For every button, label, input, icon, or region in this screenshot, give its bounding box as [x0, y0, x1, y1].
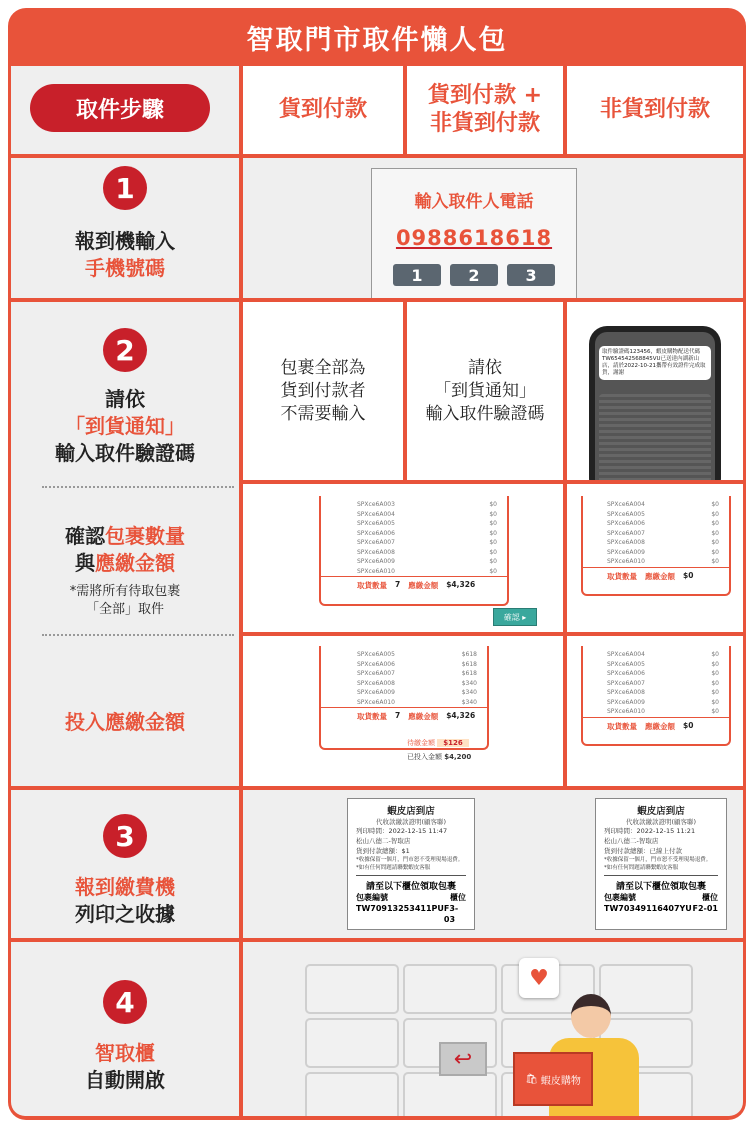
header-col-mixed-line1: 貨到付款 + [427, 83, 543, 108]
package-rows [321, 650, 487, 707]
package-id: SPXce6A010 [357, 698, 395, 706]
confirm-button[interactable]: 確認 ▸ [493, 608, 537, 626]
person-head [571, 994, 611, 1038]
package-id: SPXce6A004 [607, 651, 645, 658]
step1-label-line2: 手機號碼 [85, 256, 165, 280]
summary-row [321, 576, 507, 593]
due-label: 應繳金額 [408, 581, 439, 590]
package-id: SPXce6A006 [607, 520, 645, 527]
step4-label-line1: 智取櫃 [95, 1041, 155, 1065]
receipt-pickup: 請至以下櫃位領取包裹 [356, 875, 466, 892]
package-id: SPXce6A009 [607, 548, 645, 556]
step2-mixed-line2: 「到貨通知」 [434, 380, 536, 401]
confirm-label-word4: 應繳金額 [95, 551, 175, 575]
receipt-paid: 貨到付款總額：已線上付款 [604, 847, 682, 855]
package-id: SPXce6A009 [357, 689, 395, 696]
receipt-time: 列印時間：2022-12-15 11:21 [604, 827, 696, 835]
receipt-pickup: 請至以下櫃位領取包裹 [604, 875, 718, 892]
package-row [583, 557, 729, 567]
receipt-col-pkg: 包裹編號 [356, 893, 388, 902]
confirm-label-word3: 與 [75, 551, 95, 575]
due-label: 應繳金額 [408, 712, 439, 721]
step2-number: 2 [103, 328, 147, 372]
phone-entry-title: 輸入取件人電話 [414, 192, 534, 212]
package-amount: $0 [489, 539, 497, 546]
package-row [321, 660, 487, 670]
confirm-label-word1: 確認 [65, 524, 105, 548]
step1-left-cell [11, 158, 239, 298]
receipt-slot: F2-01 [692, 904, 718, 913]
step2-mixed-cell [407, 302, 563, 480]
qty-value: 7 [395, 711, 401, 720]
package-id: SPXce6A004 [607, 501, 645, 508]
package-row [583, 660, 729, 670]
package-amount: $0 [711, 539, 719, 546]
bag-text: 蝦皮購物 [540, 1075, 581, 1087]
package-row [321, 519, 507, 529]
divider-dotted-2 [42, 634, 234, 636]
locker-door [403, 1072, 497, 1116]
package-amount: $0 [489, 529, 497, 537]
step4-label-line2: 自動開啟 [85, 1068, 165, 1092]
receipt-col-slot: 櫃位 [450, 893, 466, 902]
package-id: SPXce6A008 [357, 679, 395, 687]
paid-row [407, 752, 471, 762]
confirm-label-line2 [11, 550, 239, 577]
package-amount: $0 [489, 558, 497, 565]
pending-label: 待繳金額 [407, 739, 435, 747]
package-row [583, 519, 729, 529]
package-amount: $340 [461, 698, 477, 706]
package-id: SPXce6A010 [607, 708, 645, 715]
step2-label-line2: 「到貨通知」 [65, 414, 185, 438]
package-id: SPXce6A007 [607, 679, 645, 687]
step3-left-cell [11, 790, 239, 938]
package-amount: $0 [711, 679, 719, 687]
receipt-store: 蝦皮店到店 [637, 806, 685, 817]
step2-cod-cell [243, 302, 403, 480]
step2-cod-line2: 貨到付款者 [280, 380, 366, 401]
package-id: SPXce6A009 [357, 558, 395, 565]
qty-label: 取貨數量 [607, 571, 637, 581]
receipt-sub: 代收款繳款證明(顧客聯) [375, 818, 447, 826]
package-list-prepaid [581, 496, 731, 596]
package-rows [583, 650, 729, 717]
package-row [583, 679, 729, 689]
package-id: SPXce6A006 [357, 660, 395, 668]
package-id: SPXce6A008 [607, 539, 645, 546]
package-row [321, 669, 487, 679]
header-col-mixed [407, 66, 563, 154]
bag-icon: 🛍 [525, 1073, 538, 1085]
package-rows [321, 500, 507, 576]
confirm-mixed-cell [243, 484, 563, 632]
receipt-note2: *如有任何問題請聯繫蝦皮客服 [604, 865, 679, 871]
receipt-col-pkg: 包裹編號 [604, 893, 636, 902]
package-row [321, 567, 507, 577]
package-row [583, 510, 729, 520]
receipt-note2: *如有任何問題請聯繫蝦皮客服 [356, 865, 431, 871]
receipt-branch: 松山八德二-智取店 [604, 837, 659, 845]
package-row [321, 688, 487, 698]
pay-label: 投入應繳金額 [65, 710, 185, 734]
pay-list-mixed [319, 646, 489, 750]
locker-door [305, 1072, 399, 1116]
package-id: SPXce6A003 [357, 501, 395, 508]
package-amount: $0 [489, 520, 497, 527]
package-rows [583, 500, 729, 567]
package-id: SPXce6A005 [607, 510, 645, 518]
package-row [583, 707, 729, 717]
step2-left-cell [11, 302, 239, 786]
summary-row [583, 717, 729, 734]
step2-label-line3: 輸入取件驗證碼 [55, 441, 195, 465]
package-amount: $0 [711, 698, 719, 706]
package-id: SPXce6A007 [607, 529, 645, 537]
package-row [321, 529, 507, 539]
qty-label: 取貨數量 [607, 721, 637, 731]
confirm-note-line2: 「全部」取件 [85, 602, 164, 617]
step2-mixed-line1: 請依 [468, 357, 502, 378]
package-amount: $0 [711, 510, 719, 518]
heart-bubble-icon: ♥ [519, 958, 559, 998]
pay-mixed-cell [243, 636, 563, 786]
package-id: SPXce6A005 [607, 660, 645, 668]
receipt-pkg: TW70913253411PU [356, 904, 444, 913]
pay-list-prepaid [581, 646, 731, 746]
step1-number: 1 [103, 166, 147, 210]
step1-right-cell [243, 158, 743, 298]
package-amount: $0 [711, 501, 719, 508]
package-row [583, 650, 729, 660]
due-label: 應繳金額 [645, 721, 675, 731]
locker-door [599, 964, 693, 1014]
due-value: $0 [683, 570, 694, 580]
receipt-values [356, 903, 466, 925]
package-amount: $0 [711, 670, 719, 677]
package-amount: $0 [711, 689, 719, 696]
paid-label: 已投入金額 [407, 753, 442, 761]
package-row [583, 529, 729, 539]
step4-right-cell [243, 942, 743, 1116]
package-amount: $0 [711, 529, 719, 537]
keypad-key-2[interactable]: 2 [450, 264, 498, 286]
open-locker-arrow-icon: ↩ [439, 1042, 487, 1076]
qty-label: 取貨數量 [357, 712, 387, 721]
receipt-prepaid [595, 798, 727, 930]
phone-entry-value: 0988618618 [395, 226, 553, 250]
step3-label-line2: 列印之收據 [75, 902, 175, 926]
package-amount: $0 [711, 548, 719, 556]
package-row [321, 548, 507, 558]
confirm-label-word2: 包裹數量 [105, 524, 185, 548]
receipt-time: 列印時間：2022-12-15 11:47 [356, 827, 448, 835]
package-amount: $0 [489, 567, 497, 575]
pay-prepaid-cell [567, 636, 743, 786]
shopee-bag [513, 1052, 593, 1106]
package-row [321, 538, 507, 548]
package-amount: $0 [711, 660, 719, 668]
summary-row [321, 707, 487, 724]
package-row [583, 500, 729, 510]
package-id: SPXce6A010 [607, 558, 645, 565]
package-row [321, 650, 487, 660]
page-title: 智取門市取件懶人包 [246, 24, 508, 56]
package-id: SPXce6A006 [607, 670, 645, 677]
phone-entry-screen [371, 168, 577, 298]
package-id: SPXce6A008 [607, 689, 645, 696]
receipt-cols [604, 892, 718, 903]
receipt-sub: 代收款繳款證明(顧客聯) [625, 818, 697, 826]
package-row [583, 538, 729, 548]
package-list-mixed [319, 496, 509, 606]
step3-number: 3 [103, 814, 147, 858]
phone-image [589, 326, 721, 480]
phone-screen [595, 332, 715, 480]
package-id: SPXce6A007 [357, 670, 395, 677]
due-value: $0 [683, 720, 694, 730]
summary-row [583, 567, 729, 584]
confirm-prepaid-cell [567, 484, 743, 632]
package-row [321, 510, 507, 520]
package-row [321, 500, 507, 510]
receipt-cols [356, 892, 466, 903]
due-value: $4,326 [446, 711, 476, 720]
step4-left-cell [11, 942, 239, 1116]
step2-prepaid-cell [567, 302, 743, 480]
package-amount: $0 [711, 708, 719, 715]
pending-value: $126 [437, 739, 468, 747]
receipt-branch: 松山八德二-智取店 [356, 837, 411, 845]
package-amount: $0 [489, 501, 497, 508]
paid-value: $4,200 [444, 753, 472, 761]
package-row [321, 557, 507, 567]
package-row [583, 669, 729, 679]
locker-door [305, 964, 399, 1014]
package-id: SPXce6A008 [357, 548, 395, 556]
step2-mixed-line3: 輸入取件驗證碼 [425, 403, 545, 424]
due-label: 應繳金額 [645, 571, 675, 581]
step2-cod-line1: 包裹全部為 [280, 357, 366, 378]
locker-door [403, 964, 497, 1014]
divider-dotted-1 [42, 486, 234, 488]
package-id: SPXce6A005 [357, 520, 395, 527]
confirm-label-line1 [11, 523, 239, 550]
due-value: $4,326 [446, 580, 476, 589]
qty-label: 取貨數量 [357, 581, 387, 590]
step2-label-line1: 請依 [105, 387, 145, 411]
package-row [583, 698, 729, 708]
locker-door [305, 1018, 399, 1068]
package-id: SPXce6A006 [357, 529, 395, 537]
step4-number: 4 [103, 980, 147, 1024]
package-id: SPXce6A009 [607, 698, 645, 706]
package-row [583, 548, 729, 558]
header-col-prepaid: 非貨到付款 [567, 66, 743, 154]
keypad [372, 264, 576, 286]
confirm-note-line1: *需將所有待取包裹 [69, 584, 181, 599]
package-row [321, 679, 487, 689]
receipt-pkg: TW70349116407YU [604, 904, 692, 913]
package-id: SPXce6A007 [357, 539, 395, 546]
receipt-slot: F3-03 [443, 904, 459, 924]
package-amount: $0 [489, 510, 497, 518]
qty-value: 7 [395, 580, 401, 589]
header-col-cod: 貨到付款 [243, 66, 403, 154]
package-amount: $0 [489, 548, 497, 556]
sms-bubble: 取件驗證碼123456，蝦皮購物配送代碼TW654542568845VU已送達內湖新山店，請於2022-10-21攜帶有效證件完成取貨，謝謝 [599, 346, 711, 380]
infographic-frame [8, 8, 746, 1120]
receipt-note1: *收據保留一個月，門市恕不受理現場退費。 [356, 857, 464, 863]
receipt-values [604, 903, 718, 914]
package-row [583, 688, 729, 698]
package-amount: $0 [711, 651, 719, 658]
receipt-col-slot: 櫃位 [702, 893, 718, 902]
keypad-key-3[interactable]: 3 [507, 264, 555, 286]
receipt-note1: *收據保留一個月，門市恕不受理現場退費。 [604, 857, 712, 863]
package-amount: $340 [461, 689, 477, 696]
package-amount: $0 [711, 558, 719, 565]
keypad-key-1[interactable]: 1 [393, 264, 441, 286]
package-id: SPXce6A010 [357, 567, 395, 575]
receipt-store: 蝦皮店到店 [387, 806, 435, 817]
steps-pill: 取件步驟 [30, 84, 210, 132]
package-id: SPXce6A005 [357, 651, 395, 658]
step1-label-line1: 報到機輸入 [75, 229, 175, 253]
package-amount: $618 [461, 670, 477, 677]
step3-right-cell [243, 790, 743, 938]
receipt-paid: 貨到付款總額：$1 [356, 847, 410, 855]
receipt-mixed [347, 798, 475, 930]
pending-row [407, 738, 469, 748]
package-row [321, 698, 487, 708]
package-amount: $618 [461, 651, 477, 658]
package-id: SPXce6A004 [357, 510, 395, 518]
package-amount: $340 [461, 679, 477, 687]
package-amount: $0 [711, 520, 719, 527]
package-amount: $618 [461, 660, 477, 668]
header-col-mixed-line2: 非貨到付款 [429, 111, 540, 136]
step3-label-line1: 報到繳費機 [75, 875, 175, 899]
sms-history [599, 394, 711, 480]
step2-cod-line3: 不需要輸入 [280, 403, 366, 424]
